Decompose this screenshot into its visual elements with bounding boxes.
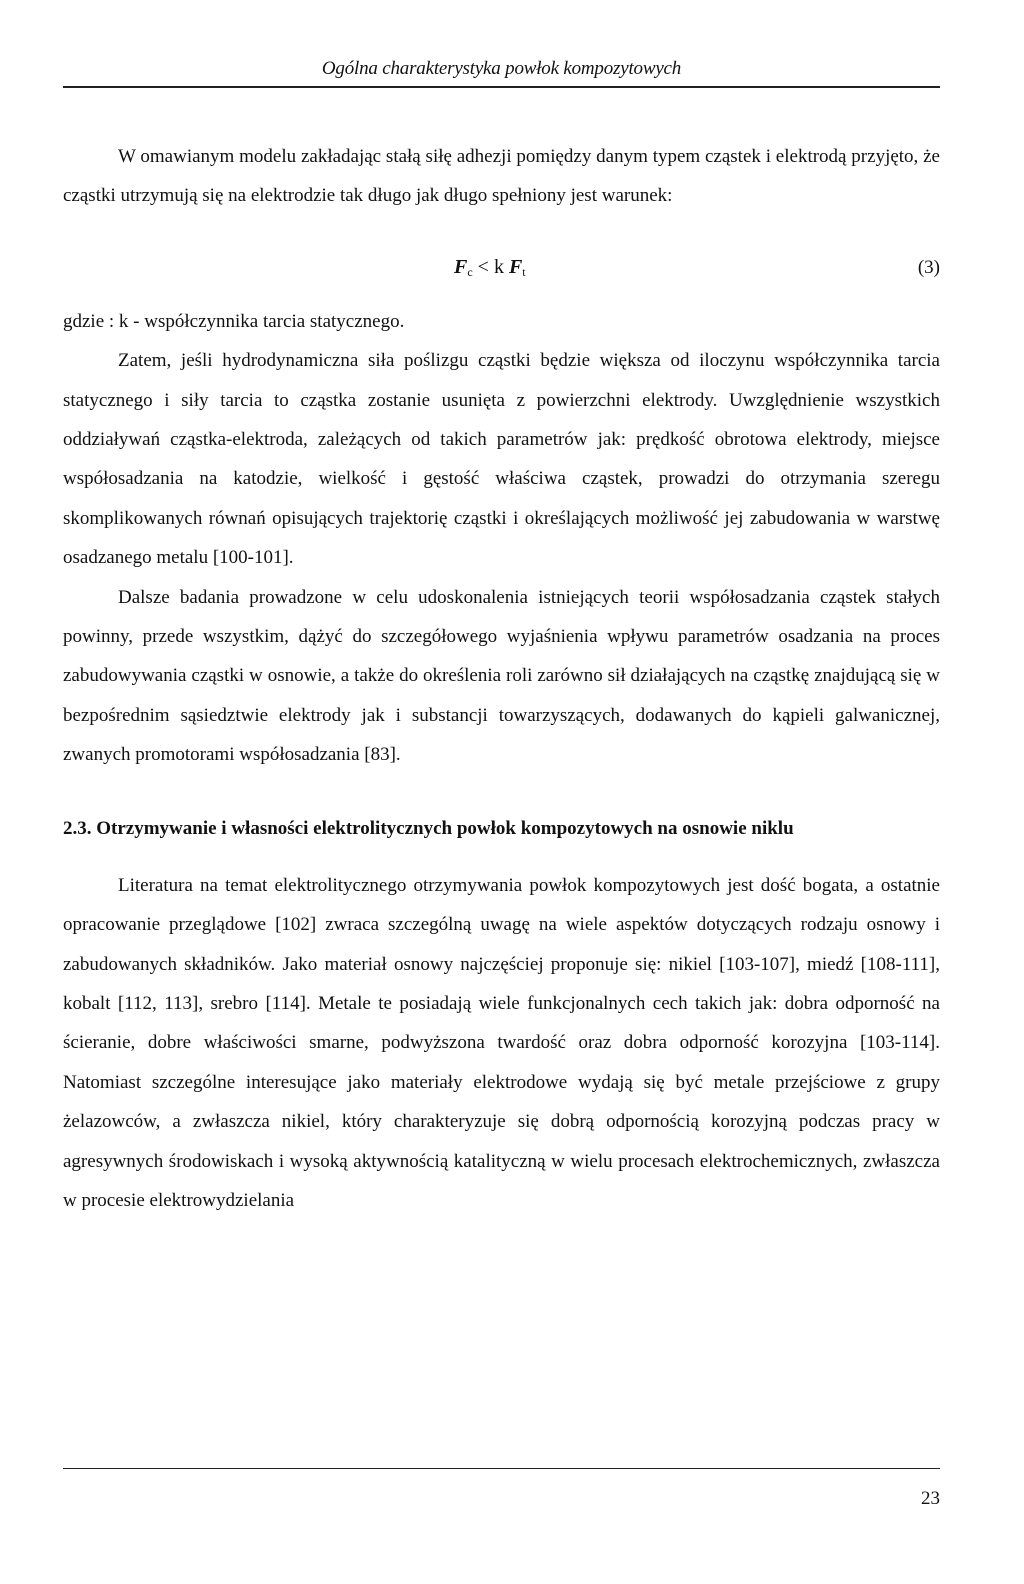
paragraph-1: W omawianym modelu zakładając stałą siłę adhezji pomiędzy danym typem cząstek i elektrodą przyjęto, że cząstki utrzymują się na elektrodzie tak długo jak długo spełniony jest warunek: [63,146,940,207]
equation-lhs-symbol: F [454,255,468,278]
document-page [63,0,940,1584]
equation-3 [63,236,940,294]
page-number: 23 [921,1488,940,1509]
running-header: Ogólna charakterystyka powłok kompozytowych [321,58,682,79]
paragraph-2: Zatem, jeśli hydrodynamiczna siła poślizgu cząstki będzie większa od iloczynu współczynnika tarcia statycznego i siły tarcia to cząstka zostanie usunięta z powierzchni elektrody. Uwzględnienie wszystkich oddziaływań cząstka-elektroda, zależących od takich parametrów jak: prędkość obrotowa elektrody, miejsce współosadzania na katodzie, wielkość i gęstość właściwa cząstek, prowadzi do otrzymania szeregu skomplikowanych równań opisujących trajektorię cząstki i określających możliwość jej zabudowania w warstwę osadzanego metalu [100-101]. [63,350,940,569]
equation-formula [454,248,526,292]
equation-rhs-symbol: F [508,255,523,278]
section-heading: 2.3. Otrzymywanie i własności elektrolitycznych powłok kompozytowych na osnowie niklu [63,817,794,839]
footer-rule [63,1468,940,1469]
equation-number: (3) [917,256,940,278]
equation-lhs-subscript: c [467,264,473,279]
header-rule [63,86,940,88]
body-text [63,137,940,1220]
where-clause: gdzie : k - współczynnika tarcia statycznego. [63,310,405,332]
paragraph-4: Literatura na temat elektrolitycznego otrzymywania powłok kompozytowych jest dość bogata, a ostatnie opracowanie przeglądowe [102] zwraca szczególną uwagę na wiele aspektów dotyczących rodzaju osnowy i zabudowanych składników. Jako materiał osnowy najczęściej proponuje się: nikiel [103-107], miedź [108-111], kobalt [112, 113], srebro [114]. Metale te posiadają wiele funkcjonalnych cech takich jak: dobra odporność na ścieranie, dobre właściwości smarne, podwyższona twardość oraz dobra odporność korozyjna [103-114]. Natomiast szczególne interesujące jako materiały elektrodowe wydają się być metale przejściowe z grupy żelazowców, a zwłaszcza nikiel, który charakteryzuje się dobrą odpornością korozyjną podczas pracy w agresywnych środowiskach i wysoką aktywnością katalityczną w wielu procesach elektrochemicznych, zwłaszcza w procesie elektrowydzielania [63,874,940,1211]
paragraph-3: Dalsze badania prowadzone w celu udoskonalenia istniejących teorii współosadzania cząstek stałych powinny, przede wszystkim, dążyć do szczegółowego wyjaśnienia wpływu parametrów osadzania na proces zabudowywania cząstki w osnowie, a także do określenia roli zarówno sił działających na cząstkę znajdującą się w bezpośrednim sąsiedztwie elektrody jak i substancji towarzyszących, dodawanych do kąpieli galwanicznej, zwanych promotorami współosadzania [83]. [63,586,940,766]
equation-rhs-subscript: t [522,264,526,279]
equation-operator: < k [472,255,509,278]
